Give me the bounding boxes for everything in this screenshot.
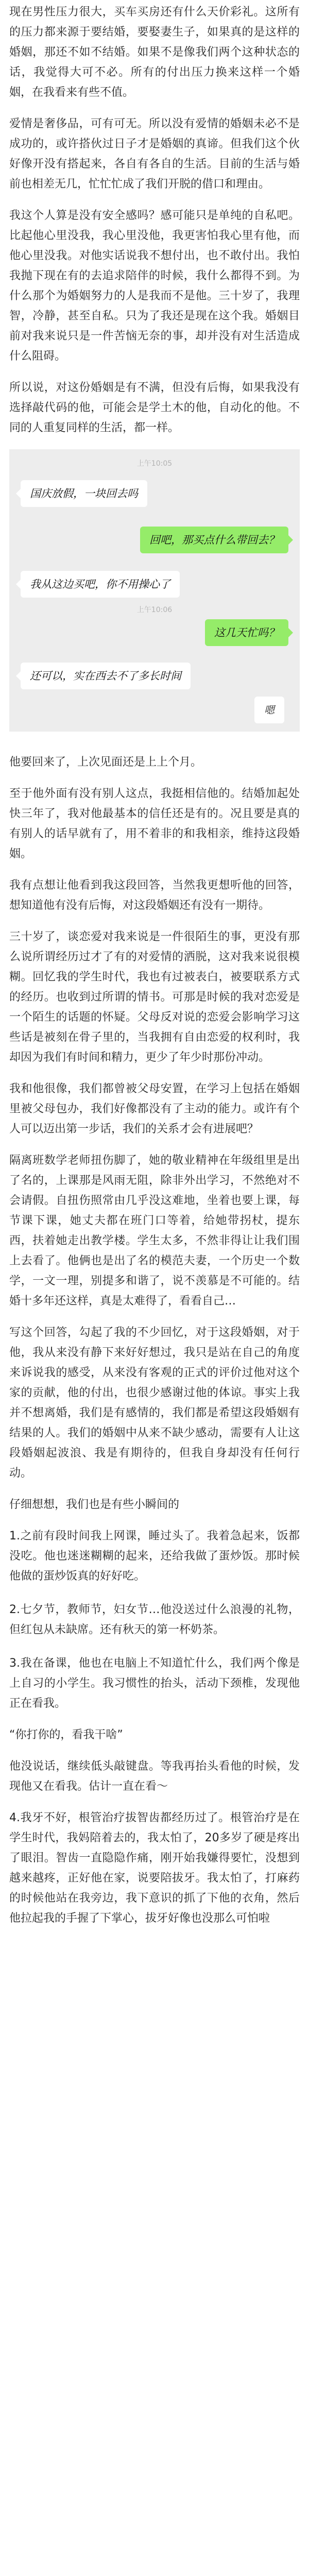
paragraph-math-teacher: 隔离班数学老师扭伤脚了，她的敬业精神在年级组里是出了名的，上课那是风雨无阻，除非外出学习，不然绝对不会请假。自扭伤照常由几乎没这难地，坐着也要上课，每节课下课，她丈夫都在班门口等着，给她带拐杖，提东西，扶着她走出教学楼。学生太多，不然非得让让我们围上去看了。他俩也是出了名的模范夫妻，一个历史一个数学，一文一理，别提多和谐了，说不羡慕是不可能的。结婚十多年还这样，真是太难得了，看看自己… [9,1154,300,1308]
list-item-studying: 3.我在备课，他也在电脑上不知道忙什么，我们两个像是上自习的小学生。我习惯性的抬头，活动下颈椎，发现他正在看我。 [9,1657,300,1710]
paragraph-trust: 至于他外面有没有别人这点，我挺相信他的。结婚加起处快三年了，我对他最基本的信任还是有的。况且要是真的有别人的话早就有了，用不着非的和我相亲，维持这段婚姻。 [9,787,300,860]
chat-bubble-outgoing: 这几天忙吗？ [205,619,288,646]
paragraph-coming-back: 他要回来了，上次见面还是上上个月。 [9,756,202,769]
paragraph-thirty: 三十岁了，谈恋爱对我来说是一件很陌生的事，更没有那么说所谓经历过才了有的对爱情的洒脱，这对我来说很模糊。回忆我的学生时代，我也有过被表白，被要联系方式的经历。也收到过所谓的情书。可那是时候的我对恋爱是一个陌生的话题的怀疑。父母反对说的恋爱会影响学习这些话是被刻在骨子里的，当我拥有自由恋爱的权利时，我却因为我们有时间和精力，更少了年少时那份冲动。 [9,930,300,1064]
paragraph-want-answer: 我有点想让他看到我这段回答，当然我更想听他的回答，想知道他有没有后悔，对这段婚姻还有没有一期待。 [9,879,300,912]
list-item-fried-rice: 1.之前有段时间我上网课，睡过头了。我着急起来，饭都没吃。他也迷迷糊糊的起来，还给我做了蛋炒饭。那时候他做的蛋炒饭真的好好吃。 [9,1530,300,1583]
quote-line: “你打你的，看我干啥” [9,1728,123,1741]
paragraph-moments-intro: 仔细想想，我们也是有些小瞬间的 [9,1498,180,1511]
paragraph-security: 我这个人算是没有安全感吗？感可能只是单纯的自私吧。比起他心里没我，我心里没他，我更害怕我心里有他，而他心里没我。对他实话说我不想付出，也不敢付出。我怕我抛下现在有的去追求陪伴的时候，我什么都得不到。为什么那个为婚姻努力的人是我而不是他。三十岁了，我理智，冷静，甚至自私。只为了我还是现在这个我。婚姻目前对我来说只是一件苦恼无奈的事，却并没有对生活造成什么阻碍。 [9,209,300,363]
chat-bubble-incoming: 我从这边买吧，你不用操心了 [21,571,180,598]
paragraph-reflection: 写这个回答，勾起了我的不少回忆，对于这段婚姻，对于他，我从来没有静下来好好想过，我只是站在自己的角度来诉说我的感受，从来没有客观的正式的评价过他对这个家的贡献，他的付出，也很少感谢过他的体谅。事实上我并不想离婚，我们是有感情的，我们都是希望这段婚姻有结果的人。我们的婚姻中从来不缺少感动，需要有人让这段婚姻起波浪、我是有期待的，但我自身却没有任何行动。 [9,1326,300,1480]
list-item-tooth: 4.我牙不好，根管治疗拔智齿都经历过了。根管治疗是在学生时代，我妈陪着去的，我太怕了，20多岁了硬是疼出了眼泪。智齿一直隐隐作痛，刚开始我嫌得要忙，没想到越来越疼，正好他在家，说要陪拔牙。我太怕了，打麻药的时候他站在我旁边，我下意识的抓了下他的衣角，然后他拉起我的手握了下掌心，拔牙好像也没那么可怕啦 [9,1811,300,1925]
chat-timestamp: 上午10:05 [136,460,173,468]
list-item-red-envelope: 2.七夕节，教师节，妇女节…他没送过什么浪漫的礼物，但红包从未缺席。还有秋天的第一杯奶茶。 [9,1603,300,1636]
chat-screenshot [9,449,300,732]
paragraph-pressure: 现在男性压力很大，买车买房还有什么天价彩礼。这所有的压力都来源于要结婚，要娶妻生子，如果真的是这样的婚姻，那还不如不结婚。如果不是像我们两个这种状态的话，我觉得大可不必。所有的付出压力换来这样一个婚姻，在我看来有些不值。 [9,6,300,99]
chat-bubble-outgoing: 嗯 [254,697,284,723]
paragraph-alike: 我和他很像，我们都曾被父母安置，在学习上包括在婚姻里被父母包办，我们好像都没有了主动的能力。或许有个人可以迈出第一步话，我们的关系才会有进展吧？ [9,1082,300,1136]
chat-bubble-incoming: 还可以，实在西去不了多长时间 [21,663,191,689]
chat-bubble-incoming: 国庆放假，一块回去吗 [21,480,147,507]
chat-timestamp: 上午10:06 [136,606,173,614]
paragraph-no-regret: 所以说，对这份婚姻是有不满，但没有后悔，如果我没有选择敲代码的他，可能会是学土木的他，自动化的他。不同的人重复同样的生活，都一样。 [9,381,300,434]
paragraph-looking: 他没说话，继续低头敲键盘。等我再抬头看他的时候，发现他又在看我。估计一直在看～ [9,1760,300,1793]
paragraph-love-luxury: 爱情是奢侈品，可有可无。所以没有爱情的婚姻未必不是成功的，或许搭伙过日子才是婚姻的真谛。但我们这个伙好像开没有搭起来，各自有各自的生活。目前的生活与婚前也相差无几，忙忙忙成了我们开脱的借口和理由。 [9,117,300,191]
chat-bubble-outgoing: 回吧，那买点什么带回去？ [140,527,288,553]
